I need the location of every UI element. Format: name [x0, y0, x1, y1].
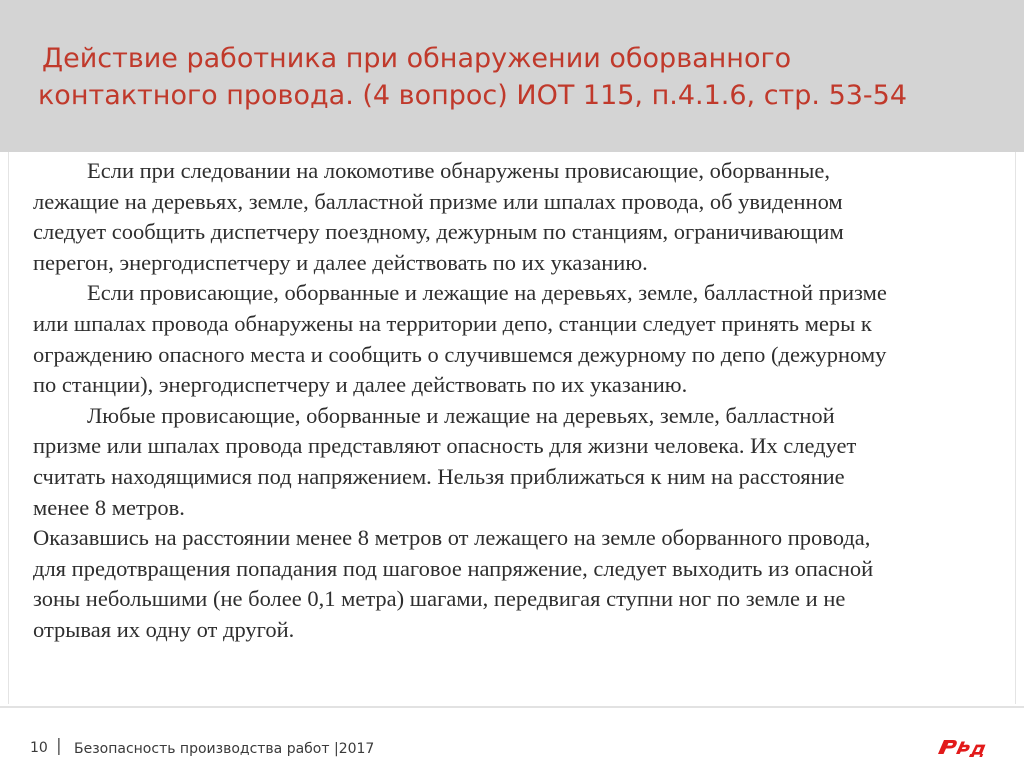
- slide-title-line: Действие работника при обнаружении оборванного: [42, 43, 792, 74]
- slide-title-line: контактного провода. (4 вопрос) ИОТ 115, п.4.1.6, стр. 53-54: [38, 80, 908, 111]
- text-line: призме или шпалах провода представляют опасность для жизни человека. Их следует: [33, 433, 857, 459]
- page-number: 10: [30, 740, 48, 756]
- text-line: следует сообщить диспетчеру поездному, дежурным по станциям, ограничивающим: [33, 219, 844, 245]
- rzd-logo-icon: [936, 736, 988, 758]
- footer-separator: |: [56, 736, 62, 756]
- text-line: или шпалах провода обнаружены на территории депо, станции следует принять меры к: [33, 310, 872, 336]
- text-line: ограждению опасного места и сообщить о случившемся дежурному по депо (дежурному: [33, 341, 887, 367]
- text-line: считать находящимися под напряжением. Нельзя приближаться к ним на расстояние: [33, 463, 845, 489]
- text-line: Если при следовании на локомотиве обнаружены провисающие, оборванные,: [87, 158, 830, 183]
- text-line: перегон, энергодиспетчеру и далее действовать по их указанию.: [33, 249, 648, 275]
- text-line: зоны небольшими (не более 0,1 метра) шагами, передвигая ступни ног по земле и не: [33, 586, 846, 612]
- text-line: лежащие на деревьях, земле, балластной призме или шпалах провода, об увиденном: [33, 188, 843, 214]
- text-line: менее 8 метров.: [33, 494, 185, 520]
- text-line: Если провисающие, оборванные и лежащие на деревьях, земле, балластной призме: [87, 280, 887, 306]
- footer-divider: [0, 706, 1024, 708]
- slide-body: [33, 156, 1018, 646]
- text-line: отрывая их одну от другой.: [33, 616, 295, 642]
- text-line: для предотвращения попадания под шаговое напряжение, следует выходить из опасной: [33, 555, 874, 581]
- paragraph-1: [33, 156, 1018, 278]
- paragraph-2: [33, 278, 1018, 400]
- footer-caption: Безопасность производства работ |2017: [74, 741, 375, 757]
- text-line: Оказавшись на расстоянии менее 8 метров от лежащего на земле оборванного провода,: [33, 525, 871, 551]
- text-line: Любые провисающие, оборванные и лежащие на деревьях, земле, балластной: [87, 402, 835, 428]
- paragraph-3: [33, 401, 1018, 523]
- text-line: по станции), энергодиспетчеру и далее действовать по их указанию.: [33, 372, 688, 398]
- slide-footer: [0, 734, 1024, 764]
- paragraph-4: [33, 523, 1018, 645]
- slide-title: [38, 40, 998, 114]
